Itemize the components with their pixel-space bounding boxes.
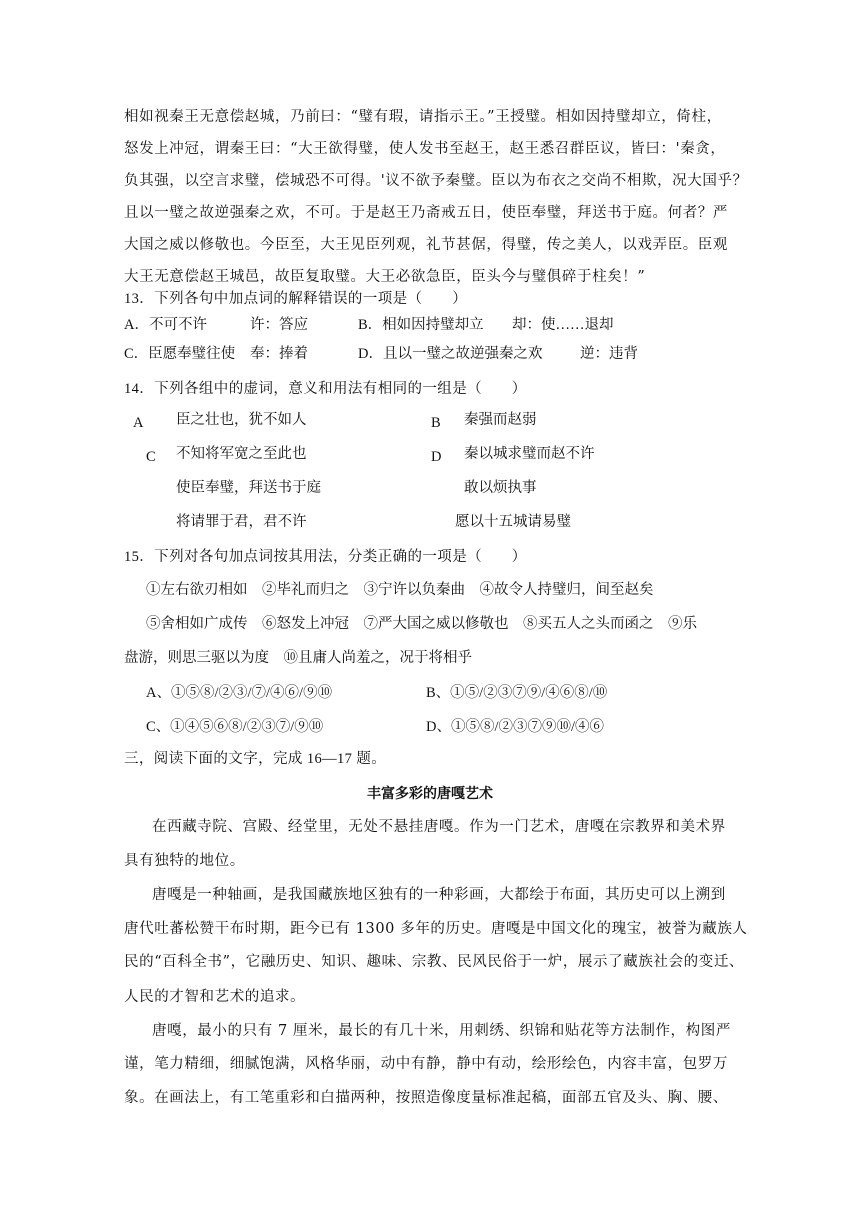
q14-d-sentence-2: 敢以烦执事: [464, 480, 537, 496]
q14-label-a: A: [133, 415, 144, 431]
q15-option-b: B、①⑤/②③⑦⑨/④⑥⑧/⑩: [426, 685, 608, 701]
passage-line: 负其强，以空言求璧，偿城恐不可得。'议不欲予秦璧。臣以为布衣之交尚不相欺，况大国乎？: [124, 173, 748, 189]
q13-option-c-gloss: 奉：捧着: [250, 346, 308, 362]
q14-a-sentence: 臣之壮也，犹不如人: [176, 412, 307, 428]
q13-option-b-gloss: 却：使……退却: [512, 317, 614, 333]
q14-d-sentence-1: 秦以城求璧而赵不许: [464, 446, 595, 462]
q13-option-b: B．相如因持璧却立: [358, 317, 484, 333]
q14-c-sentence-1: 不知将军宽之至此也: [176, 446, 307, 462]
passage-line: 且以一璧之故逆强秦之欢，不可。于是赵王乃斋戒五日，使臣奉璧，拜送书于庭。何者？严: [124, 205, 728, 221]
passage-line: 大国之威以修敬也。今臣至，大王见臣列观，礼节甚倨，得璧，传之美人，以戏弄臣。臣观: [124, 237, 728, 253]
q14-label-c: C: [146, 449, 156, 465]
q15-option-c: C、①④⑤⑥⑧/②③⑦/⑨⑩: [146, 719, 324, 735]
question-13-stem: 13．下列各句中加点词的解释错误的一项是（ ）: [124, 291, 468, 307]
question-14-stem: 14．下列各组中的虚词，意义和用法有相同的一组是（ ）: [124, 381, 527, 397]
q14-label-d: D: [431, 449, 442, 465]
passage-line: 怒发上冲冠，谓秦王曰：“大王欲得璧，使人发书至赵王，赵王悉召群臣议，皆曰：'秦贪，: [124, 141, 726, 157]
q14-d-sentence-3: 愿以十五城请易璧: [455, 514, 571, 530]
passage-line: 大王无意偿赵王城邑，故臣复取璧。大王必欲急臣，臣头今与璧俱碎于柱矣！”: [124, 269, 646, 285]
q14-c-sentence-3: 将请罪于君，君不许: [176, 514, 307, 530]
question-15-stem: 15．下列对各句加点词按其用法，分类正确的一项是（ ）: [124, 549, 527, 565]
q13-option-a: A．不可不许: [124, 317, 207, 333]
article-line: 人民的才智和艺术的追求。: [124, 989, 306, 1005]
q14-label-b: B: [431, 415, 441, 431]
article-line: 谨，笔力精细，细腻饱满，风格华丽，动中有静，静中有动，绘形绘色，内容丰富，包罗万: [124, 1056, 728, 1072]
q15-option-d: D、①⑤⑧/②③⑦⑨⑩/④⑥: [426, 719, 605, 735]
q13-option-d: D．且以一璧之故逆强秦之欢: [358, 346, 543, 362]
q15-items-line-1: ①左右欲刃相如 ②毕礼而归之 ③宁许以负秦曲 ④故令人持璧归，间至赵矣: [146, 582, 654, 598]
q15-items-line-3: 盘游，则思三驱以为度 ⑩且庸人尚羞之，况于将相乎: [124, 650, 472, 666]
article-line: 唐代吐蕃松赞干布时期，距今已有 1300 多年的历史。唐嘎是中国文化的瑰宝，被誉为藏族人: [124, 921, 748, 937]
section-3-heading: 三，阅读下面的文字，完成 16—17 题。: [124, 751, 387, 767]
article-line: 具有独特的地位。: [124, 853, 245, 869]
q14-b-sentence: 秦强而赵弱: [464, 412, 537, 428]
article-line: 唐嘎，最小的只有 7 厘米，最长的有几十米，用刺绣、织锦和贴花等方法制作，构图严: [152, 1023, 731, 1039]
article-line: 唐嘎是一种轴画，是我国藏族地区独有的一种彩画，大都绘于布面，其历史可以上溯到: [152, 887, 726, 903]
passage-line: 相如视秦王无意偿赵城，乃前曰：“璧有瑕，请指示王。”王授璧。相如因持璧却立，倚柱，: [124, 109, 722, 125]
q15-option-a: A、①⑤⑧/②③/⑦/④⑥/⑨⑩: [146, 685, 333, 701]
q15-items-line-2: ⑤舍相如广成传 ⑥怒发上冲冠 ⑦严大国之威以修敬也 ⑧买五人之头而函之 ⑨乐: [146, 616, 697, 632]
article-line: 民的“百科全书”，它融历史、知识、趣味、宗教、民风民俗于一炉，展示了藏族社会的变迁、: [124, 954, 745, 970]
article-line: 象。在画法上，有工笔重彩和白描两种，按照造像度量标准起稿，面部五官及头、胸、腰、: [124, 1090, 728, 1106]
article-title: 丰富多彩的唐嘎艺术: [367, 786, 493, 802]
q14-c-sentence-2: 使臣奉璧，拜送书于庭: [176, 480, 321, 496]
q13-option-d-gloss: 逆：违背: [580, 346, 638, 362]
q13-option-c: C．臣愿奉璧往使: [124, 346, 236, 362]
q13-option-a-gloss: 许：答应: [250, 317, 308, 333]
article-line: 在西藏寺院、宫殿、经堂里，无处不悬挂唐嘎。作为一门艺术，唐嘎在宗教界和美术界: [152, 819, 726, 835]
